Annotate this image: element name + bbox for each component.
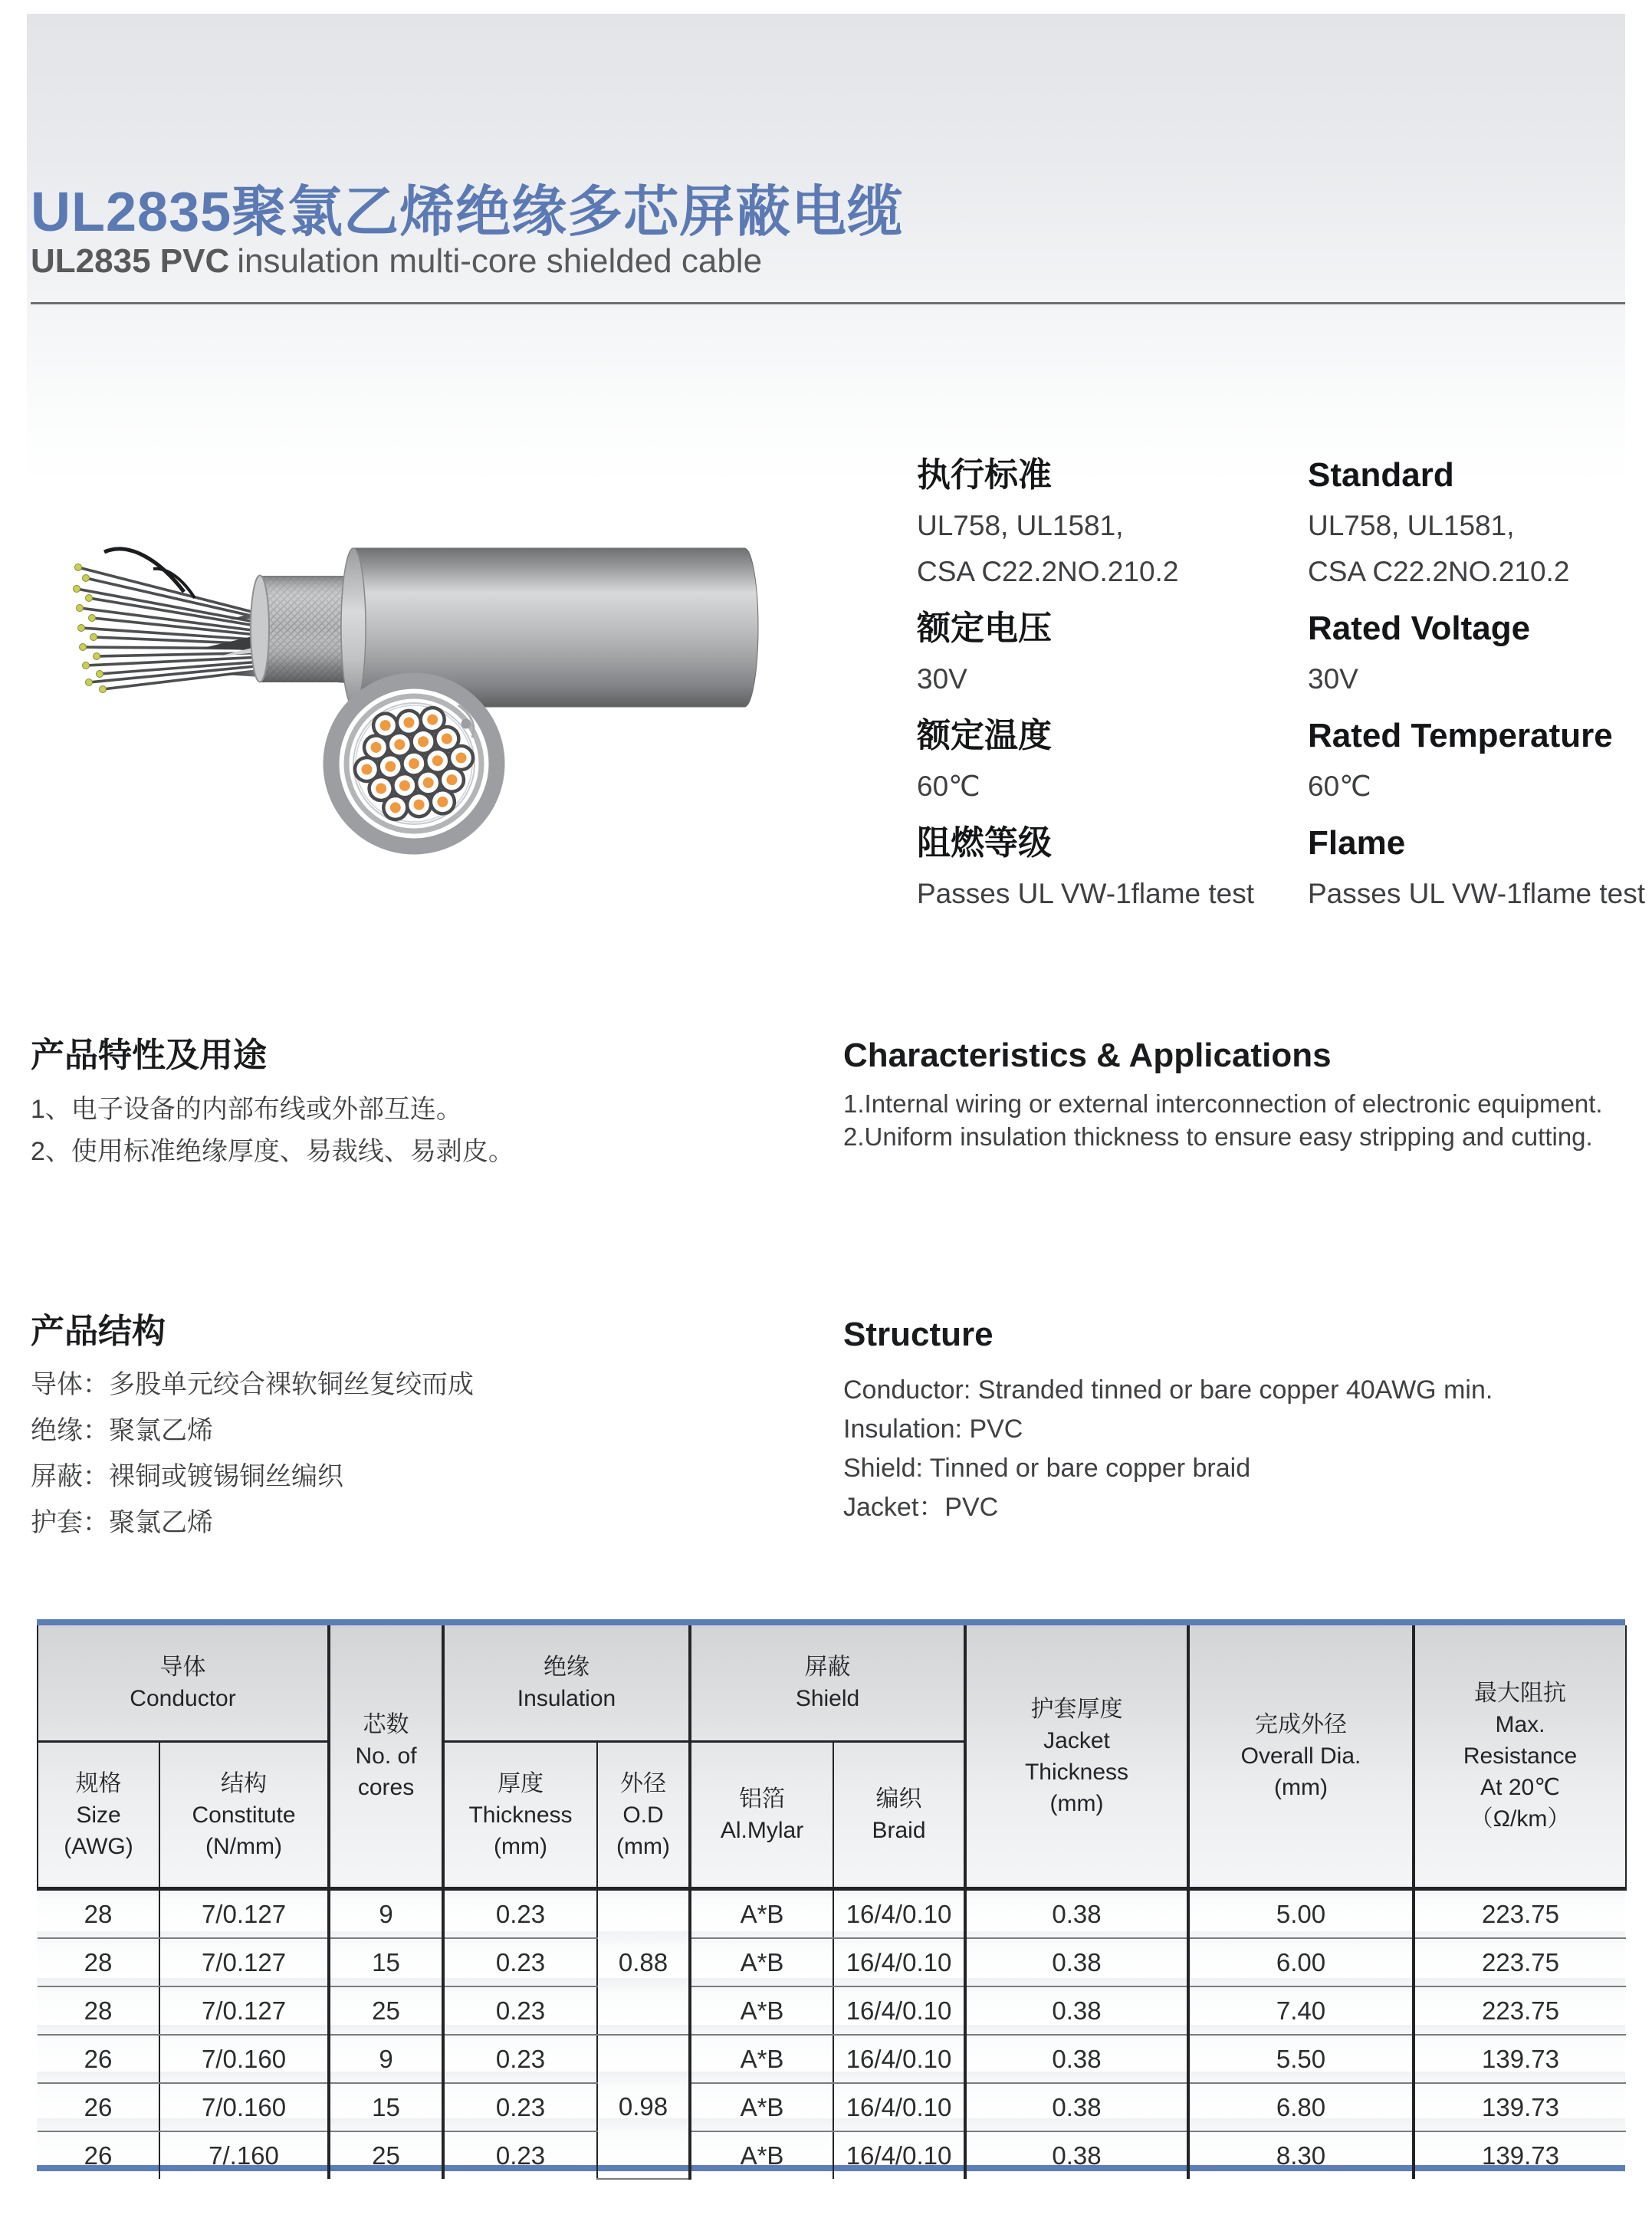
characteristics-item: 1、电子设备的内部布线或外部互连。: [31, 1095, 462, 1124]
cell-braid: 16/4/0.10: [833, 1986, 965, 2035]
cell-braid: 16/4/0.10: [833, 1889, 965, 1939]
cell-constitute: 7/0.160: [159, 2035, 329, 2083]
structure-items-en: [843, 1371, 1493, 1527]
cell-resistance: 139.73: [1414, 2083, 1626, 2131]
cell-cores: 15: [329, 2083, 443, 2131]
table-row: [38, 1986, 1626, 2035]
cell-cores: 9: [329, 2035, 443, 2083]
cell-resistance: 223.75: [1414, 1889, 1626, 1939]
cell-thickness: 0.23: [443, 1986, 597, 2035]
cell-overall: 6.80: [1188, 2083, 1414, 2131]
cable-cross-section: [331, 681, 497, 846]
table-body: [38, 1889, 1626, 2180]
cell-size: 28: [38, 1986, 159, 2035]
table-row: [38, 2083, 1626, 2131]
cell-braid: 16/4/0.10: [833, 1938, 965, 1986]
cell-jacket: 0.38: [965, 1889, 1188, 1939]
structure-item: Shield: Tinned or bare copper braid: [843, 1454, 1251, 1483]
col-header-size: 规格 Size (AWG): [38, 1742, 159, 1889]
cell-size: 28: [38, 1889, 159, 1939]
page-title: UL2835聚氯乙烯绝缘多芯屏蔽电缆: [31, 182, 904, 243]
structure-item: Conductor: Stranded tinned or bare copper 40AWG min.: [843, 1375, 1493, 1405]
spec-value: CSA C22.2NO.210.2: [917, 556, 1179, 587]
cell-constitute: 7/.160: [159, 2131, 329, 2179]
cell-jacket: 0.38: [965, 1986, 1188, 2035]
specs-column-zh: [917, 457, 1285, 932]
col-header-cores: 芯数 No. of cores: [329, 1625, 443, 1889]
cell-mylar: A*B: [690, 2083, 833, 2131]
cable-illustration: [46, 506, 774, 874]
spec-item: [917, 610, 1285, 702]
spec-value: UL758, UL1581,: [1308, 510, 1515, 541]
cell-mylar: A*B: [690, 2131, 833, 2179]
spec-label-voltage-zh: 额定电压: [917, 610, 1052, 647]
table-top-border: [37, 1619, 1625, 1625]
spec-item: [1308, 457, 1652, 595]
col-header-constitute: 结构 Constitute (N/mm): [159, 1742, 329, 1889]
structure-section-zh: [31, 1313, 474, 1546]
col-group-conductor: 导体 Conductor: [38, 1625, 329, 1742]
col-group-shield: 屏蔽 Shield: [690, 1625, 965, 1742]
specs-column-en: [1308, 457, 1652, 932]
cell-thickness: 0.23: [443, 1938, 597, 1986]
spec-item: [917, 457, 1285, 595]
cable-black-wires: [104, 549, 195, 598]
cell-thickness: 0.23: [443, 2083, 597, 2131]
cell-mylar: A*B: [690, 1938, 833, 1986]
cell-resistance: 223.75: [1414, 1986, 1626, 2035]
structure-item: Jacket：PVC: [843, 1493, 999, 1522]
cell-size: 26: [38, 2035, 159, 2083]
table-row: [38, 2035, 1626, 2083]
structure-title-en: Structure: [843, 1316, 993, 1353]
spec-value: 60℃: [917, 771, 980, 802]
cell-overall: 5.50: [1188, 2035, 1414, 2083]
cell-overall: 7.40: [1188, 1986, 1414, 2035]
structure-item: 导体：多股单元绞合裸软铜丝复绞而成: [31, 1370, 474, 1399]
cell-size: 26: [38, 2131, 159, 2179]
spec-item: [917, 825, 1285, 917]
structure-section-en: [843, 1316, 1493, 1527]
cross-section-drain-wire: [461, 719, 471, 729]
cell-jacket: 0.38: [965, 2131, 1188, 2179]
cell-size: 26: [38, 2083, 159, 2131]
structure-items-zh: [31, 1362, 474, 1546]
characteristics-section-en: [843, 1037, 1603, 1153]
cell-braid: 16/4/0.10: [833, 2035, 965, 2083]
spec-item: [1308, 825, 1652, 917]
table-row: [38, 1938, 1626, 1986]
col-header-max-resistance: 最大阻抗 Max. Resistance At 20℃ （Ω/km）: [1414, 1625, 1626, 1889]
characteristics-item: 2.Uniform insulation thickness to ensure easy stripping and cutting.: [843, 1122, 1593, 1151]
cell-mylar: A*B: [690, 1986, 833, 2035]
structure-title-zh: 产品结构: [31, 1313, 166, 1350]
spec-label-temperature-zh: 额定温度: [917, 717, 1052, 754]
cell-jacket: 0.38: [965, 2035, 1188, 2083]
col-header-al-mylar: 铝箔 Al.Mylar: [690, 1742, 833, 1889]
characteristics-item: 2、使用标准绝缘厚度、易裁线、易剥皮。: [31, 1137, 514, 1166]
cell-overall: 6.00: [1188, 1938, 1414, 1986]
cell-constitute: 7/0.127: [159, 1889, 329, 1939]
spec-label-temperature-en: Rated Temperature: [1308, 717, 1613, 754]
cell-jacket: 0.38: [965, 1938, 1188, 1986]
spec-label-voltage-en: Rated Voltage: [1308, 610, 1531, 647]
spec-value: Passes UL VW-1flame test: [917, 878, 1255, 909]
cell-resistance: 223.75: [1414, 1938, 1626, 1986]
cell-braid: 16/4/0.10: [833, 2083, 965, 2131]
col-header-braid: 编织 Braid: [833, 1742, 965, 1889]
structure-item: 屏蔽：裸铜或镀锡铜丝编织: [31, 1462, 343, 1491]
spec-item: [1308, 718, 1652, 810]
cell-cores: 9: [329, 1889, 443, 1939]
cell-constitute: 7/0.127: [159, 1938, 329, 1986]
table-row: [38, 2131, 1626, 2179]
cell-jacket: 0.38: [965, 2083, 1188, 2131]
spec-label-standard-en: Standard: [1308, 456, 1454, 494]
cell-constitute: 7/0.127: [159, 1986, 329, 2035]
cell-mylar: A*B: [690, 2035, 833, 2083]
col-header-overall-dia: 完成外径 Overall Dia. (mm): [1188, 1625, 1414, 1889]
cell-braid: 16/4/0.10: [833, 2131, 965, 2179]
structure-item: 绝缘：聚氯乙烯: [31, 1416, 213, 1445]
spec-label-flame-zh: 阻燃等级: [917, 824, 1052, 862]
cell-resistance: 139.73: [1482, 2141, 1559, 2170]
col-header-jacket-thickness: 护套厚度 Jacket Thickness (mm): [965, 1625, 1188, 1889]
characteristics-item: 1.Internal wiring or external interconnection of electronic equipment.: [843, 1089, 1603, 1118]
table-header: [38, 1625, 1626, 1889]
col-group-insulation: 绝缘 Insulation: [443, 1625, 690, 1742]
cell-cores: 15: [329, 1938, 443, 1986]
spec-value: Passes UL VW-1flame test: [1308, 878, 1646, 909]
spec-item: [917, 718, 1285, 810]
structure-item: 护套：聚氯乙烯: [31, 1508, 213, 1537]
cell-thickness: 0.23: [443, 2131, 597, 2179]
cell-overall: 5.00: [1188, 1889, 1414, 1939]
spec-value: 30V: [1308, 663, 1358, 695]
subtitle-model: UL2835 PVC: [31, 242, 230, 280]
subtitle-description: insulation multi-core shielded cable: [237, 242, 763, 280]
spec-value: 60℃: [1308, 771, 1371, 802]
col-header-thickness: 厚度 Thickness (mm): [443, 1742, 597, 1889]
cell-resistance: 139.73: [1414, 2035, 1626, 2083]
characteristics-title-en: Characteristics & Applications: [843, 1037, 1332, 1074]
spec-label-flame-en: Flame: [1308, 824, 1406, 862]
cell-overall: 8.30: [1188, 2131, 1414, 2179]
cell-cores: 25: [329, 2131, 443, 2179]
spec-item: [1308, 610, 1652, 702]
structure-item: Insulation: PVC: [843, 1415, 1023, 1444]
cell-thickness: 0.23: [443, 1889, 597, 1939]
header-divider-line: [31, 302, 1625, 304]
cell-thickness: 0.23: [443, 2035, 597, 2083]
spec-value: 30V: [917, 663, 967, 695]
cell-size: 28: [38, 1938, 159, 1986]
cell-mylar: A*B: [690, 1889, 833, 1939]
page-subtitle: [31, 242, 762, 281]
col-header-od: 外径 O.D (mm): [597, 1742, 690, 1889]
characteristics-items-en: [843, 1087, 1603, 1153]
characteristics-items-zh: [31, 1089, 514, 1173]
cell-od-merged: 0.98: [597, 2035, 690, 2179]
cell-cores: 25: [329, 1986, 443, 2035]
cell-od-merged: 0.88: [597, 1889, 690, 2036]
cell-constitute: 7/0.160: [159, 2083, 329, 2131]
characteristics-section-zh: [31, 1037, 514, 1173]
characteristics-title-zh: 产品特性及用途: [31, 1037, 267, 1074]
specification-table: [37, 1625, 1627, 2180]
spec-value: UL758, UL1581,: [917, 510, 1124, 541]
spec-value: CSA C22.2NO.210.2: [1308, 556, 1570, 587]
spec-label-standard-zh: 执行标准: [917, 456, 1052, 494]
table-row: [38, 1889, 1626, 1939]
